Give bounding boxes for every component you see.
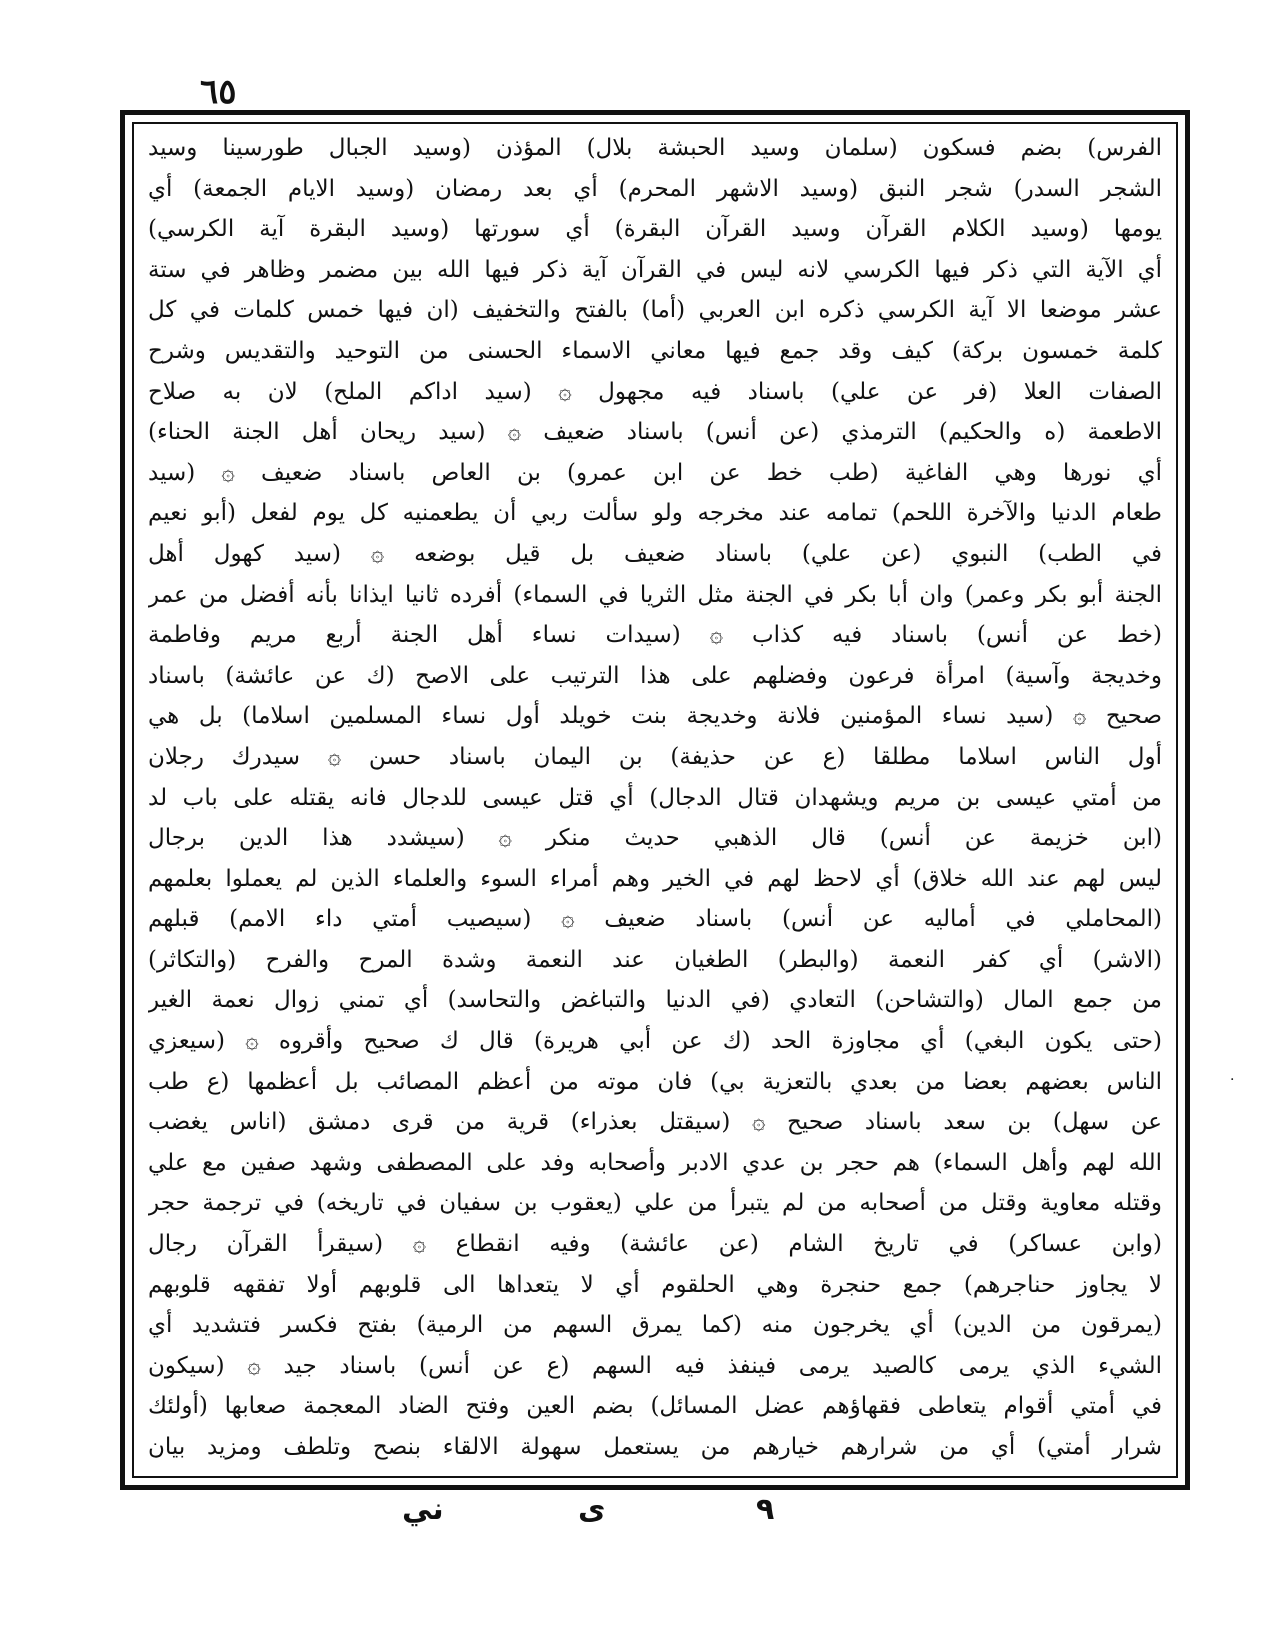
text-line: في الطب) النبوي (عن علي) باسناد ضعيف بل قيل بوضعه ۞ (سيد كهول أهل	[148, 540, 1162, 567]
signature-mark: ني	[402, 1492, 444, 1527]
stray-ink-mark: ·	[1230, 1072, 1235, 1088]
text-line: الصفات العلا (فر عن علي) باسناد فيه مجهول ۞ (سيد اداكم الملح) لان به صلاح	[148, 378, 1162, 405]
text-line: من جمع المال (والتشاحن) التعادي (في الدنيا والتباغض والتحاسد) أي تمني زوال نعمة الغير	[148, 987, 1162, 1014]
text-line: (حتى يكون البغي) أي مجاوزة الحد (ك عن أبي هريرة) قال ك صحيح وأقروه ۞ (سيعزي	[148, 1028, 1162, 1055]
text-line: عشر موضعا الا آية الكرسي ذكره ابن العربي (أما) بالفتح والتخفيف (ان فيها خمس كلمات في كل	[148, 297, 1162, 324]
text-line: الفرس) بضم فسكون (سلمان وسيد الحبشة بلال) المؤذن (وسيد الجبال طورسينا وسيد	[148, 135, 1162, 161]
text-line: الشجر السدر) شجر النبق (وسيد الاشهر المحرم) أي بعد رمضان (وسيد الايام الجمعة) أي	[148, 175, 1162, 202]
text-line: شرار أمتي) أي من شرارهم خيارهم من يستعمل سهولة الالقاء بنصح وتلطف ومزيد بيان	[148, 1434, 1162, 1460]
signature-mark: ٩	[756, 1492, 775, 1527]
text-line: (خط عن أنس) باسناد فيه كذاب ۞ (سيدات نساء أهل الجنة أربع مريم وفاطمة	[148, 622, 1162, 649]
signature-mark: ى	[578, 1492, 606, 1527]
text-line: (المحاملي في أماليه عن أنس) باسناد ضعيف ۞ (سيصيب أمتي داء الامم) قبلهم	[148, 906, 1162, 933]
text-line: (يمرقون من الدين) أي يخرجون منه (كما يمرق السهم من الرمية) بفتح فكسر فتشديد أي	[148, 1312, 1162, 1339]
text-line: من أمتي عيسى بن مريم ويشهدان قتال الدجال) أي قتل عيسى للدجال فانه يقتله على باب لد	[148, 784, 1162, 811]
text-line: الاطعمة (ه والحكيم) الترمذي (عن أنس) باسناد ضعيف ۞ (سيد ريحان أهل الجنة الحناء)	[148, 419, 1162, 446]
text-line: (وابن عساكر) في تاريخ الشام (عن عائشة) وفيه انقطاع ۞ (سيقرأ القرآن رجال	[148, 1231, 1162, 1258]
body-text	[142, 128, 1168, 1470]
text-line: عن سهل) بن سعد باسناد صحيح ۞ (سيقتل بعذراء) قرية من قرى دمشق (اناس يغضب	[148, 1109, 1162, 1136]
text-line: الله لهم وأهل السماء) هم حجر بن عدي الادبر وأصحابه وفد على المصطفى وشهد صفين مع علي	[148, 1149, 1162, 1176]
text-line: أي نورها وهي الفاغية (طب خط عن ابن عمرو) بن العاص باسناد ضعيف ۞ (سيد	[148, 459, 1162, 486]
text-line: وخديجة وآسية) امرأة فرعون وفضلهم على هذا الترتيب على الاصح (ك عن عائشة) باسناد	[148, 662, 1162, 689]
text-line: الناس بعضهم بعضا من بعدي بالتعزية بي) فان موته من أعظم المصائب بل أعظمها (ع طب	[148, 1068, 1162, 1095]
page-number: ٦٥	[200, 72, 237, 112]
text-line: ليس لهم عند الله خلاق) أي لاحظ لهم في الخير وهم أمراء السوء والعلماء الذين لم يعملوا بعلمهم	[148, 865, 1162, 892]
text-line: لا يجاوز حناجرهم) جمع حنجرة وهي الحلقوم أي لا يتعداها الى قلوبهم أولا تفقهه قلوبهم	[148, 1271, 1162, 1298]
text-line: (الاشر) أي كفر النعمة (والبطر) الطغيان عند النعمة وشدة المرح والفرح (والتكاثر)	[148, 946, 1162, 973]
text-line: أي الآية التي ذكر فيها الكرسي لانه ليس في القرآن آية ذكر فيها الله بين مضمر وظاهر في ستة	[148, 256, 1162, 283]
text-line: الشيء الذي يرمى كالصيد يرمى فينفذ فيه السهم (ع عن أنس) باسناد جيد ۞ (سيكون	[148, 1352, 1162, 1379]
text-line: يومها (وسيد الكلام القرآن وسيد القرآن البقرة) أي سورتها (وسيد البقرة آية الكرسي)	[148, 216, 1162, 243]
text-line: كلمة خمسون بركة) كيف وقد جمع فيها معاني الاسماء الحسنى من التوحيد والتقديس وشرح	[148, 337, 1162, 364]
text-line: (ابن خزيمة عن أنس) قال الذهبي حديث منكر ۞ (سيشدد هذا الدين برجال	[148, 825, 1162, 852]
text-line: أول الناس اسلاما مطلقا (ع عن حذيفة) بن اليمان باسناد حسن ۞ سيدرك رجلان	[148, 743, 1162, 770]
text-line: وقتله معاوية وقتل من أصحابه من لم يتبرأ من علي (يعقوب بن سفيان في تاريخه) في ترجمة حجر	[148, 1190, 1162, 1217]
text-line: الجنة أبو بكر وعمر) وان أبا بكر في الجنة مثل الثريا في السماء) أفرده ثانيا ايذانا بأنه أفضل من عمر	[148, 581, 1162, 608]
text-line: في أمتي أقوام يتعاطى فقهاؤهم عضل المسائل) بضم العين وفتح الضاد المعجمة صعابها (أولئك	[148, 1393, 1162, 1420]
text-line: صحيح ۞ (سيد نساء المؤمنين فلانة وخديجة بنت خويلد أول نساء المسلمين اسلاما) بل هي	[148, 703, 1162, 730]
text-line: طعام الدنيا والآخرة اللحم) تمامه عند مخرجه ولو سألت ربي أن يطعمنيه كل يوم لفعل (أبو نعيم	[148, 500, 1162, 527]
